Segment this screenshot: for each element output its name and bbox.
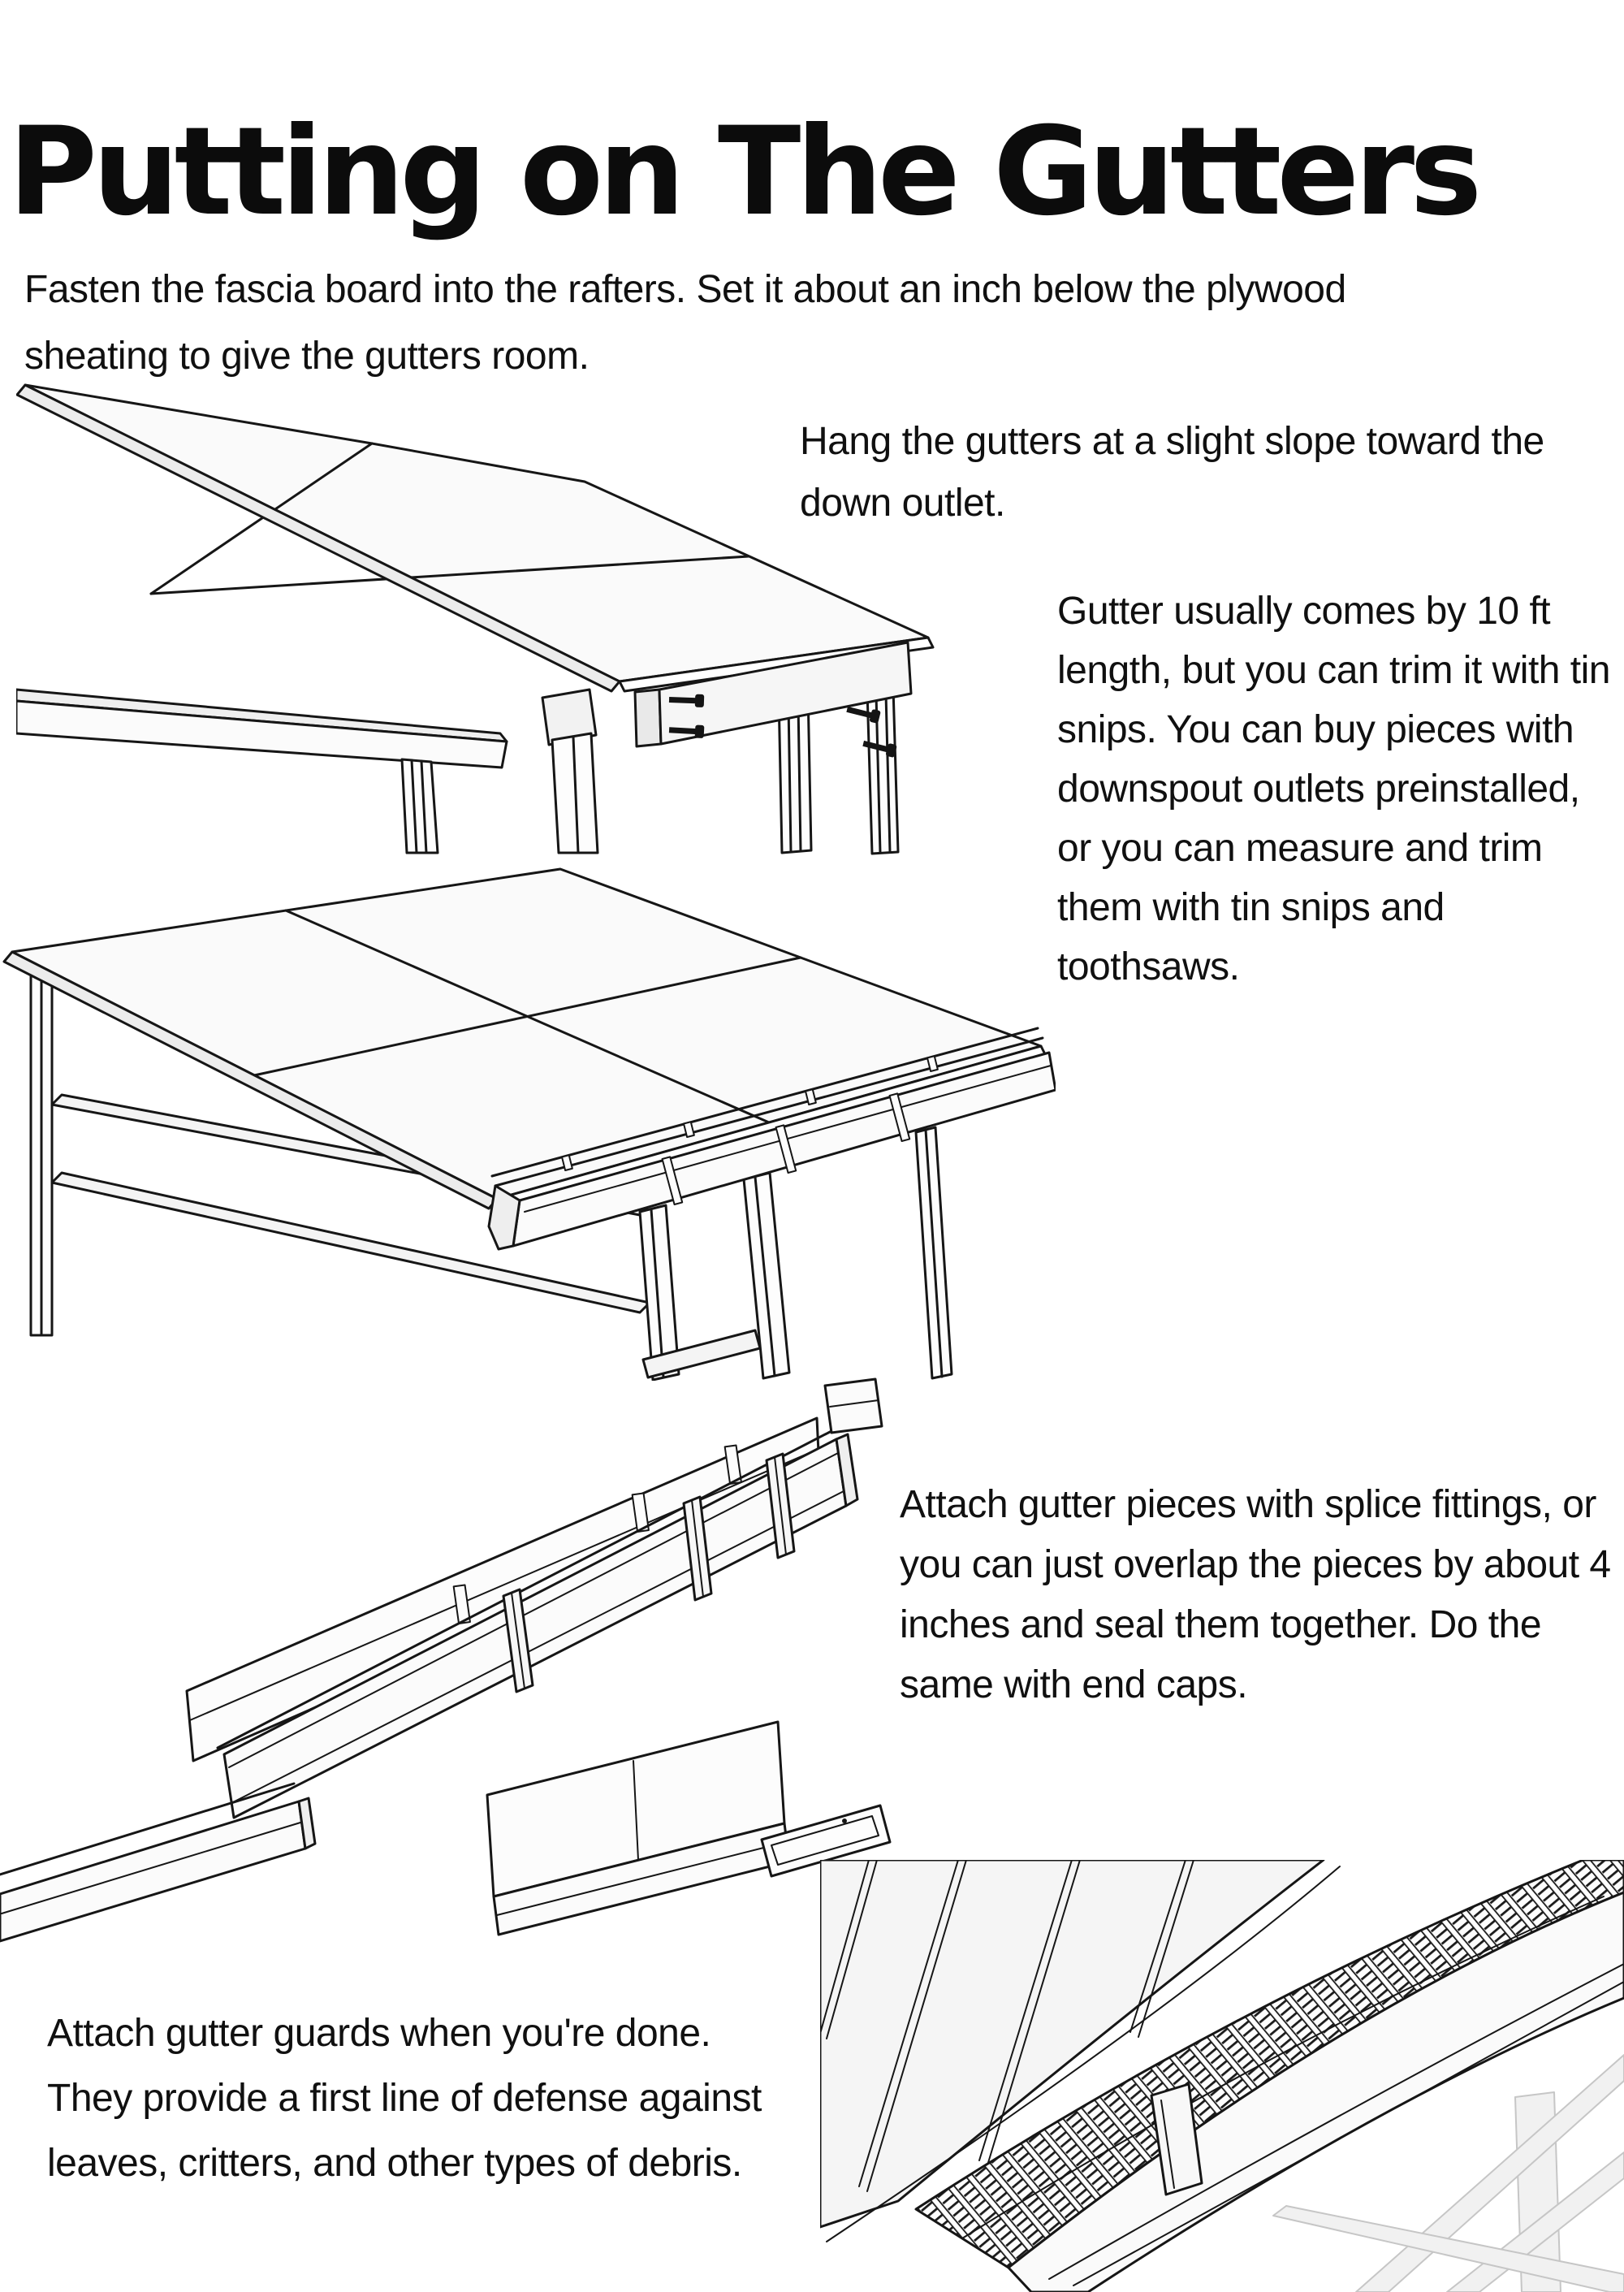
note-length: Gutter usually comes by 10 ft length, but you can trim it with tin snips. You can buy pieces with downspout outlets preinstalled, or you can measure and trim them with tin snips and toothsaws. xyxy=(1057,590,1610,988)
gutter-piece xyxy=(0,1784,315,1941)
support-post xyxy=(26,954,55,1335)
center-post xyxy=(402,759,438,853)
downspout-outlet-piece xyxy=(825,1379,882,1433)
roof-deck xyxy=(4,869,1046,1209)
intro-paragraph: Fasten the fascia board into the rafters. Set it about an inch below the plywood sheating to give the gutters room. xyxy=(24,268,1346,378)
ink-speck xyxy=(842,1818,847,1823)
illustration-fascia-installation xyxy=(16,370,966,857)
beam xyxy=(16,690,507,768)
note-guards: Attach gutter guards when you're done. They provide a first line of defense against leaves, critters, and other types of debris. xyxy=(47,2012,762,2185)
note-slope: Hang the gutters at a slight slope toward the down outlet. xyxy=(800,420,1544,525)
illustration-gutter-hung xyxy=(0,861,1056,1381)
roof-deck xyxy=(17,385,933,691)
fascia-backing-board xyxy=(187,1418,820,1761)
page-title: Putting on The Gutters xyxy=(8,101,1478,243)
corner-post xyxy=(542,690,598,853)
illustration-splice-fittings xyxy=(0,1373,934,1949)
illustration-gutter-guard xyxy=(820,1860,1624,2292)
note-splice: Attach gutter pieces with splice fittings, or you can just overlap the pieces by about 4 inches and seal them together. Do the same with end caps. xyxy=(900,1483,1611,1706)
